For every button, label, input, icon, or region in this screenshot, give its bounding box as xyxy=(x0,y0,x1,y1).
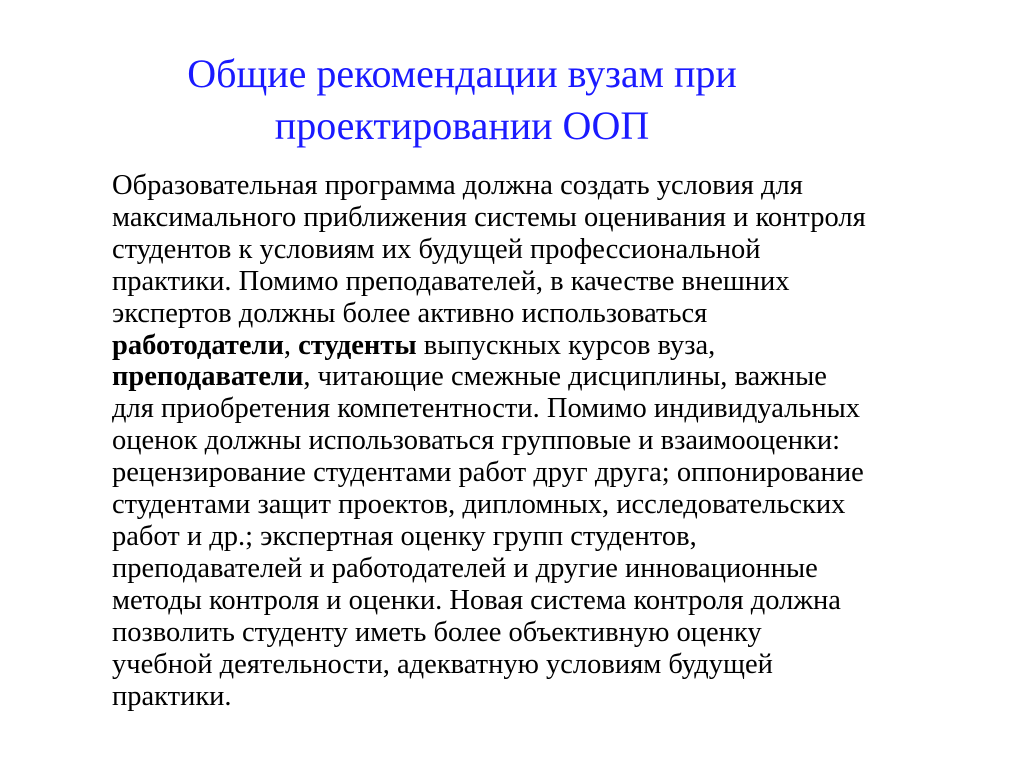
slide-title xyxy=(90,48,834,152)
body-line-17: практики. xyxy=(112,680,232,712)
body-line-5: экспертов должны более активно использоваться xyxy=(112,297,708,329)
body-line-14: методы контроля и оценки. Новая система контроля должна xyxy=(112,584,841,616)
body-line-15: позволить студенту иметь более объективную оценку xyxy=(112,616,762,648)
body-line-9: оценок должны использоваться групповые и взаимооценки: xyxy=(112,425,841,457)
body-line-8: для приобретения компетентности. Помимо индивидуальных xyxy=(112,393,860,425)
body-line-7 xyxy=(112,361,1012,393)
body-line-16: учебной деятельности, адекватную условиям будущей xyxy=(112,648,773,680)
bold-teachers: преподаватели xyxy=(112,361,304,393)
body-line-3: студентов к условиям их будущей профессиональной xyxy=(112,233,761,265)
body-line-11: студентами защит проектов, дипломных, исследовательских xyxy=(112,489,846,521)
slide-body-paragraph xyxy=(112,170,1012,712)
bold-students: студенты xyxy=(298,329,417,361)
body-line-4: практики. Помимо преподавателей, в качестве внешних xyxy=(112,265,790,297)
slide-title-line-1: Общие рекомендации вузам при xyxy=(187,51,737,96)
body-line-7-rest: , читающие смежные дисциплины, важные xyxy=(303,361,827,393)
body-line-13: преподавателей и работодателей и другие инновационные xyxy=(112,552,818,584)
body-line-6 xyxy=(112,330,1012,362)
body-separator: , xyxy=(283,329,299,361)
body-line-2: максимального приближения системы оценивания и контроля xyxy=(112,201,866,233)
body-line-10: рецензирование студентами работ друг друга; оппонирование xyxy=(112,457,864,489)
slide-title-line-2: проектировании ООП xyxy=(274,103,650,148)
body-line-1: Образовательная программа должна создать условия для xyxy=(112,170,803,201)
body-line-6-rest: выпускных курсов вуза, xyxy=(416,329,716,361)
bold-employers: работодатели xyxy=(112,329,284,361)
body-line-12: работ и др.; экспертная оценку групп студентов, xyxy=(112,520,697,552)
